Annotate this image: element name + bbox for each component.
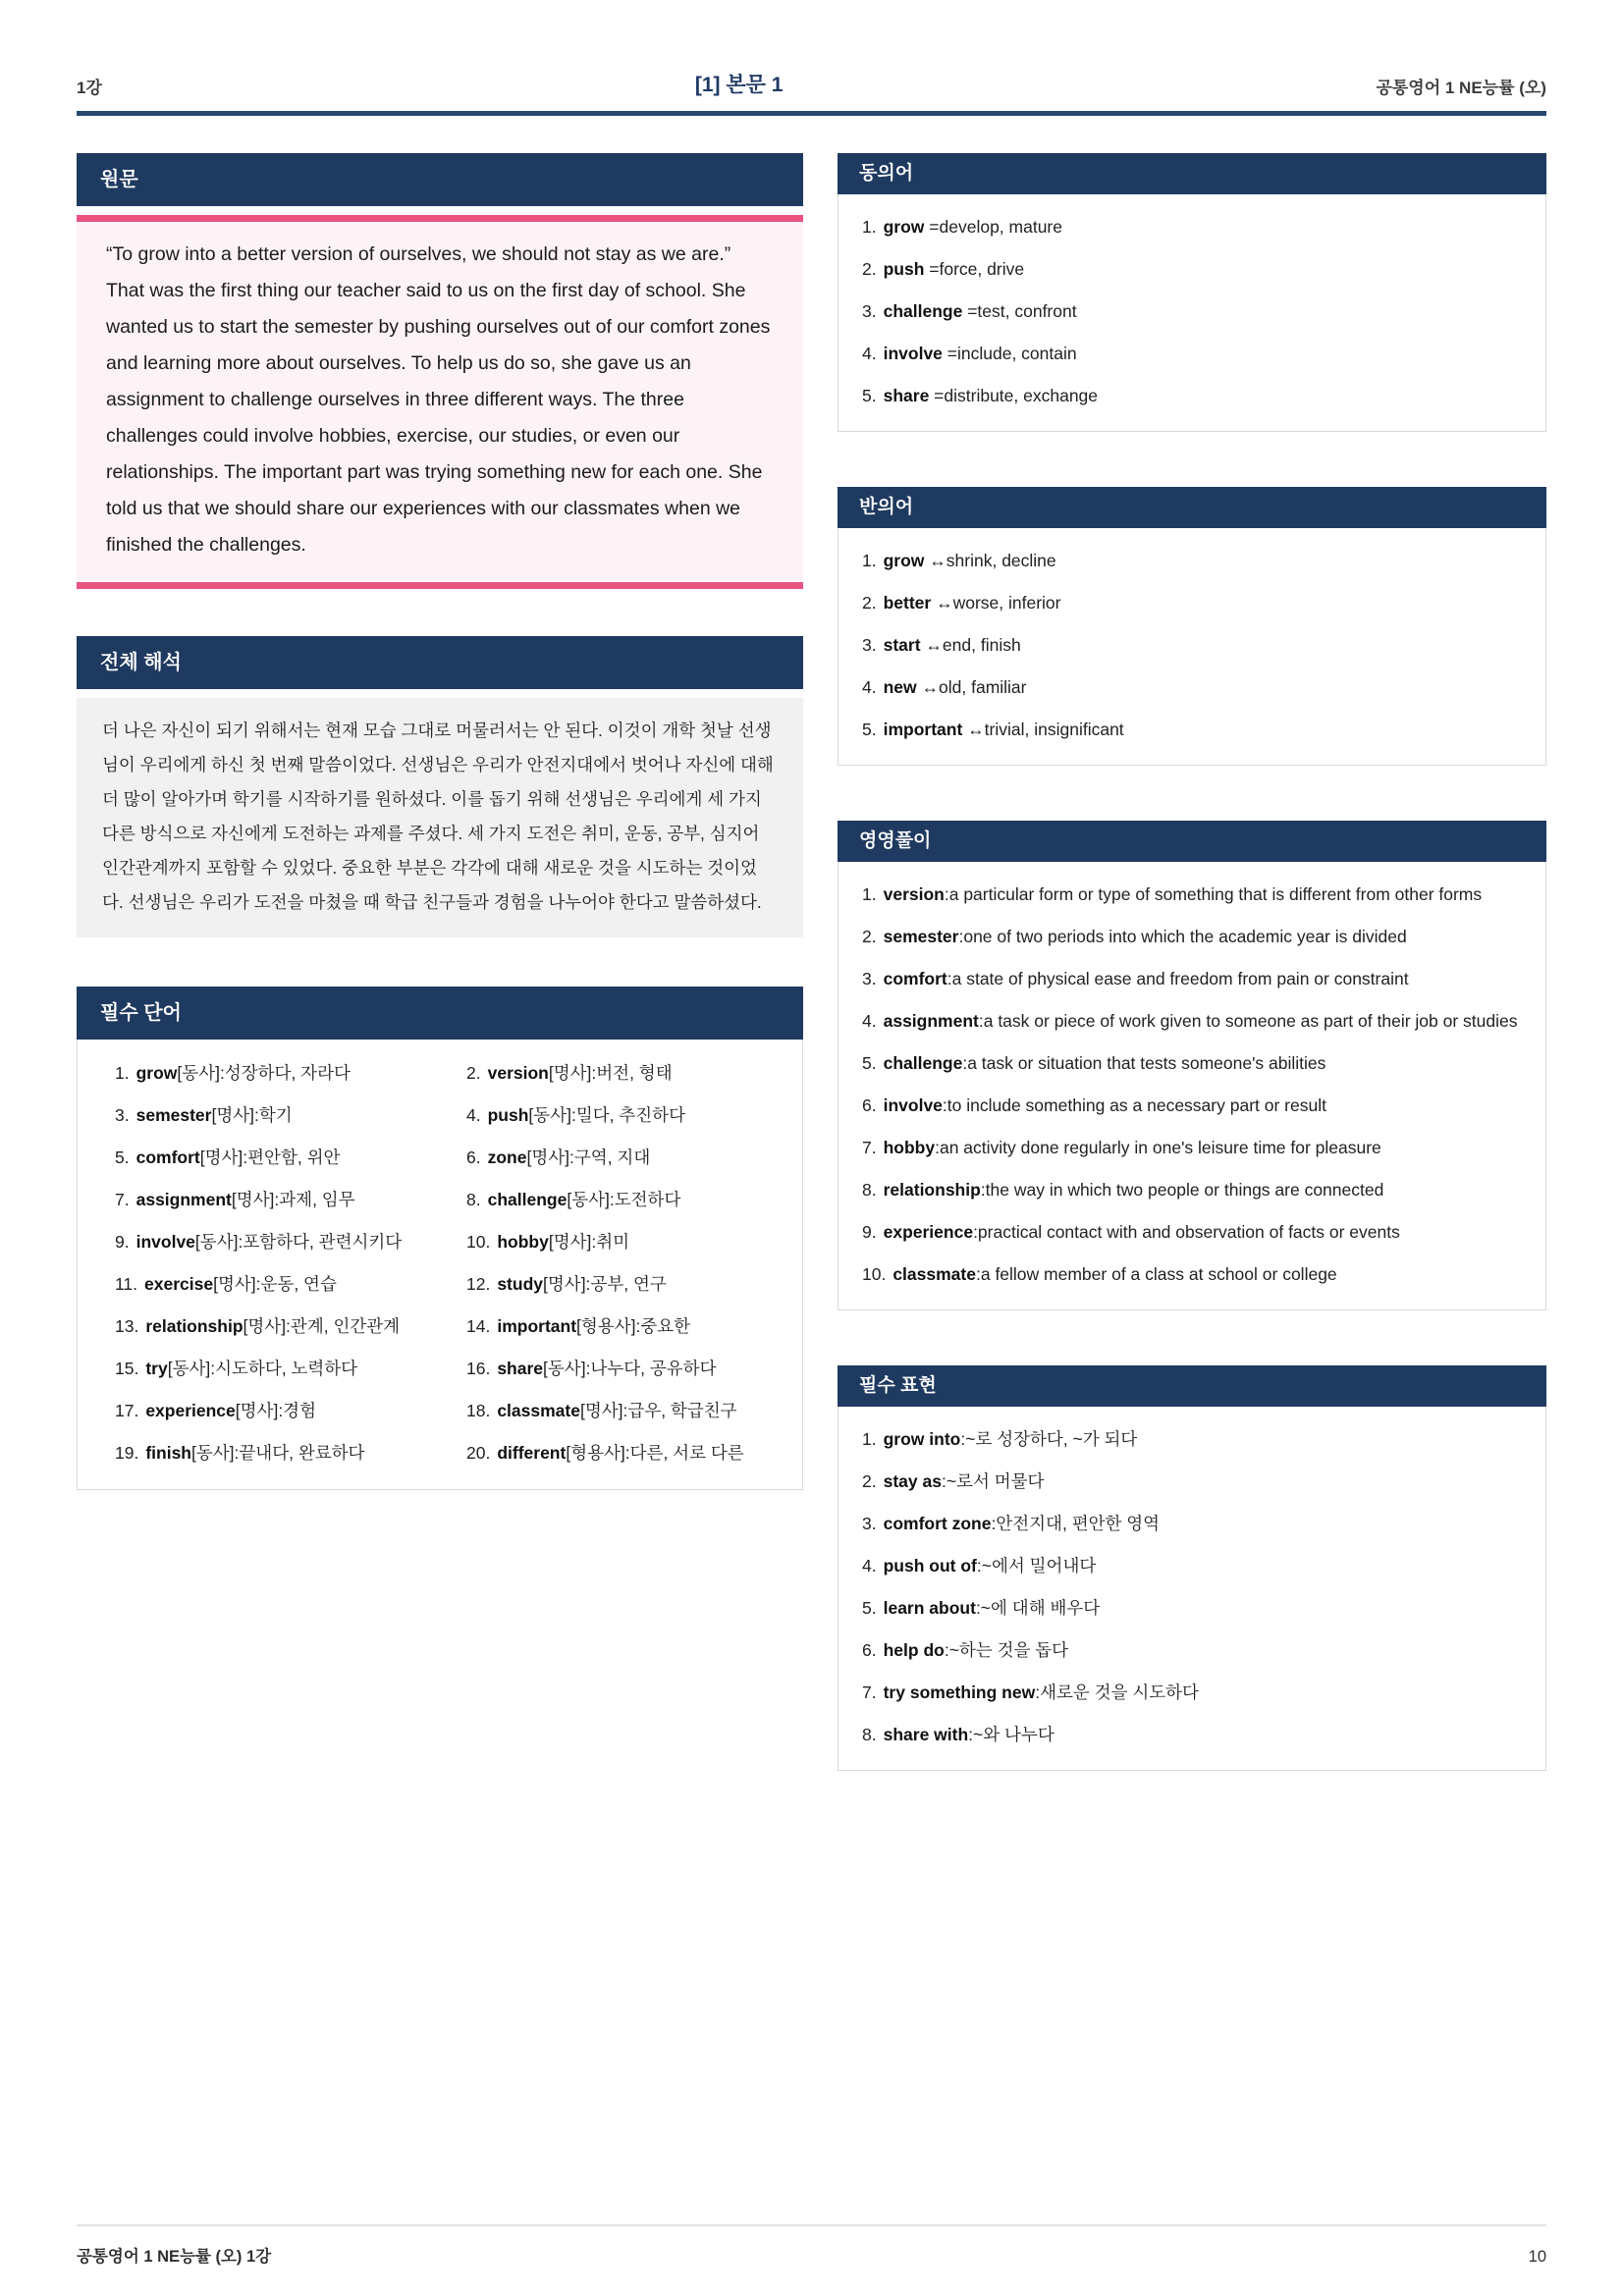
antonym-item (862, 540, 1522, 582)
translation-text: 더 나은 자신이 되기 위해서는 현재 모습 그대로 머물러서는 안 된다. 이것이 개학 첫날 선생님이 우리에게 하신 첫 번째 말씀이었다. 선생님은 우리가 안전지대에서 벗어나 자신에 대해 더 많이 알아가며 학기를 시작하기를 원하셨다. 이를 돕기 위해 선생님은 우리에게 세 가지 다른 방식으로 자신에게 도전하는 과제를 주셨다. 세 가지 도전은 취미, 운동, 공부, 심지어 인간관계까지 포함할 수 있었다. 중요한 부분은 각각에 대해 새로운 것을 시도하는 것이었다. 선생님은 우리가 도전을 마쳤을 때 학급 친구들과 경험을 나누어야 한다고 말씀하셨다. (102, 721, 774, 912)
synonym-word: grow (883, 217, 925, 237)
antonym-values: ↔worse, inferior (931, 593, 1061, 613)
expression-meaning: :~와 나누다 (968, 1725, 1055, 1744)
vocab-item (466, 1263, 788, 1306)
synonym-values: =develop, mature (924, 217, 1062, 237)
section-header-antonyms: 반의어 (838, 487, 1546, 528)
item-number: 7. (862, 1138, 877, 1157)
antonym-values: ↔trivial, insignificant (962, 720, 1124, 739)
vocab-meaning: [동사]:시도하다, 노력하다 (167, 1359, 358, 1378)
definition-word: relationship (883, 1180, 981, 1200)
section-header-synonyms: 동의어 (838, 153, 1546, 194)
vocab-word: semester (135, 1105, 212, 1125)
definition-word: challenge (883, 1053, 963, 1073)
item-number: 8. (862, 1180, 877, 1200)
expression-phrase: help do (883, 1640, 945, 1660)
definition-item (862, 1127, 1522, 1169)
definition-item (862, 916, 1522, 958)
definition-text: :a particular form or type of something that is different from other forms (944, 884, 1483, 904)
expression-phrase: try something new (883, 1682, 1036, 1702)
definition-item (862, 1085, 1522, 1127)
vocab-word: classmate (497, 1401, 580, 1420)
definition-word: comfort (883, 969, 947, 988)
item-number: 5. (862, 1053, 877, 1073)
expression-meaning: :안전지대, 편안한 영역 (991, 1514, 1161, 1533)
vocab-item (115, 1137, 466, 1179)
vocab-meaning: [명사]:경험 (235, 1401, 316, 1420)
expression-item (862, 1503, 1522, 1545)
definitions-box (838, 821, 1546, 1310)
synonym-item (862, 291, 1522, 333)
right-column (838, 153, 1546, 1826)
item-number: 16. (466, 1359, 491, 1378)
antonym-values: ↔end, finish (920, 635, 1021, 655)
antonym-item (862, 667, 1522, 709)
antonym-word: better (883, 593, 932, 613)
vocab-meaning: [명사]:운동, 연습 (213, 1274, 337, 1294)
vocab-word: try (145, 1359, 168, 1378)
vocab-word: experience (145, 1401, 236, 1420)
antonym-item (862, 709, 1522, 751)
vocab-word: study (497, 1274, 544, 1294)
page-header (77, 69, 1546, 98)
expression-item (862, 1545, 1522, 1587)
item-number: 10. (466, 1232, 491, 1252)
item-number: 4. (862, 1556, 877, 1575)
vocab-meaning: [명사]:관계, 인간관계 (243, 1316, 401, 1336)
item-number: 20. (466, 1443, 491, 1463)
item-number: 11. (115, 1274, 138, 1294)
item-number: 2. (862, 1471, 877, 1491)
definition-text: :to include something as a necessary part or result (942, 1095, 1326, 1115)
vocab-item (466, 1306, 788, 1348)
expression-phrase: stay as (883, 1471, 942, 1491)
item-number: 1. (862, 1429, 877, 1449)
vocab-meaning: [동사]:성장하다, 자라다 (177, 1063, 351, 1083)
antonyms-list (839, 528, 1545, 765)
expression-phrase: comfort zone (883, 1514, 992, 1533)
vocab-item (466, 1348, 788, 1390)
item-number: 4. (862, 677, 877, 697)
expression-meaning: :~로서 머물다 (941, 1471, 1045, 1491)
item-number: 14. (466, 1316, 491, 1336)
vocab-item (466, 1179, 788, 1221)
expression-item (862, 1629, 1522, 1672)
passage-box (77, 215, 803, 589)
vocab-meaning: [명사]:학기 (211, 1105, 293, 1125)
vocab-meaning: [형용사]:중요한 (576, 1316, 691, 1336)
item-number: 2. (466, 1063, 481, 1083)
definition-text: :a task or situation that tests someone's abilities (962, 1053, 1326, 1073)
synonym-item (862, 333, 1522, 375)
vocab-meaning: [동사]:나누다, 공유하다 (543, 1359, 717, 1378)
vocab-word: involve (135, 1232, 195, 1252)
vocab-item (115, 1306, 466, 1348)
item-number: 17. (115, 1401, 139, 1420)
antonym-values: ↔shrink, decline (924, 551, 1056, 570)
content-columns (77, 153, 1546, 1826)
item-number: 6. (862, 1640, 877, 1660)
definition-word: version (883, 884, 945, 904)
page-title: [1] 본문 1 (694, 74, 784, 96)
expressions-box (838, 1365, 1546, 1771)
vocab-word: assignment (135, 1190, 232, 1209)
section-header-expressions: 필수 표현 (838, 1365, 1546, 1407)
definition-text: :an activity done regularly in one's leisure time for pleasure (935, 1138, 1381, 1157)
expression-phrase: grow into (883, 1429, 961, 1449)
expression-meaning: :~로 성장하다, ~가 되다 (960, 1429, 1138, 1449)
item-number: 5. (862, 720, 877, 739)
vocab-word: hobby (497, 1232, 549, 1252)
synonym-word: involve (883, 344, 943, 363)
vocab-meaning: [동사]:끝내다, 완료하다 (191, 1443, 365, 1463)
definition-word: hobby (883, 1138, 936, 1157)
item-number: 8. (466, 1190, 481, 1209)
definition-word: classmate (893, 1264, 976, 1284)
vocab-item (466, 1137, 788, 1179)
item-number: 3. (862, 969, 877, 988)
expression-phrase: share with (883, 1725, 969, 1744)
definition-text: :a fellow member of a class at school or college (975, 1264, 1337, 1284)
expression-item (862, 1672, 1522, 1714)
vocab-word: relationship (145, 1316, 243, 1336)
vocab-item (466, 1390, 788, 1432)
vocab-item (115, 1390, 466, 1432)
translation-box (77, 698, 803, 937)
item-number: 2. (862, 927, 877, 946)
expression-meaning: :새로운 것을 시도하다 (1035, 1682, 1199, 1702)
definition-item (862, 1169, 1522, 1211)
expressions-list (839, 1407, 1545, 1770)
vocab-item (115, 1095, 466, 1137)
expression-item (862, 1461, 1522, 1503)
antonym-word: grow (883, 551, 925, 570)
item-number: 13. (115, 1316, 139, 1336)
synonyms-box (838, 153, 1546, 432)
passage-text: “To grow into a better version of ourselves, we should not stay as we are.” That was the first thing our teacher said to us on the first day of school. She wanted us to start the semester by pushing ourselves out of our comfort zones and learning more about ourselves. To help us do so, she gave us an assignment to challenge ourselves in three different ways. The three challenges could involve hobbies, exercise, our studies, or even our relationships. The important part was trying something new for each one. She told us that we should share our experiences with our classmates when we finished the challenges. (106, 243, 771, 556)
item-number: 2. (862, 259, 877, 279)
antonyms-box (838, 487, 1546, 766)
header-divider (77, 111, 1546, 116)
definition-item (862, 1254, 1522, 1296)
expression-phrase: learn about (883, 1598, 976, 1618)
vocab-item (466, 1095, 788, 1137)
item-number: 8. (862, 1725, 877, 1744)
item-number: 3. (862, 635, 877, 655)
definition-item (862, 1000, 1522, 1042)
antonym-item (862, 624, 1522, 667)
vocab-meaning: [형용사]:다른, 서로 다른 (566, 1443, 744, 1463)
vocab-word: comfort (135, 1148, 200, 1167)
definitions-list (839, 862, 1545, 1309)
vocab-meaning: [동사]:포함하다, 관련시키다 (194, 1232, 403, 1252)
antonym-word: start (883, 635, 921, 655)
synonym-values: =force, drive (924, 259, 1025, 279)
vocab-item (115, 1179, 466, 1221)
vocab-meaning: [명사]:취미 (548, 1232, 630, 1252)
synonyms-list (839, 194, 1545, 431)
item-number: 3. (115, 1105, 130, 1125)
vocab-word: important (497, 1316, 577, 1336)
definition-item (862, 1042, 1522, 1085)
synonym-word: share (883, 386, 930, 405)
definition-item (862, 1211, 1522, 1254)
footer-book-title: 공통영어 1 NE능률 (오) 1강 (77, 2248, 272, 2266)
definition-text: :one of two periods into which the academic year is divided (958, 927, 1407, 946)
expression-item (862, 1587, 1522, 1629)
item-number: 18. (466, 1401, 491, 1420)
item-number: 3. (862, 301, 877, 321)
vocab-meaning: [동사]:밀다, 추진하다 (528, 1105, 685, 1125)
antonym-item (862, 582, 1522, 624)
section-header-translation: 전체 해석 (77, 636, 803, 689)
left-column (77, 153, 803, 1490)
vocab-item (115, 1263, 466, 1306)
item-number: 2. (862, 593, 877, 613)
item-number: 5. (862, 1598, 877, 1618)
vocab-meaning: [동사]:도전하다 (567, 1190, 681, 1209)
expression-meaning: :~에서 밀어내다 (976, 1556, 1097, 1575)
definition-item (862, 874, 1522, 916)
definition-text: :a state of physical ease and freedom from pain or constraint (947, 969, 1409, 988)
definition-text: :practical contact with and observation of facts or events (973, 1222, 1400, 1242)
expression-phrase: push out of (883, 1556, 977, 1575)
header-lesson-number: 1강 (77, 79, 102, 97)
vocab-meaning: [명사]:편안함, 위안 (199, 1148, 341, 1167)
synonym-values: =include, contain (942, 344, 1077, 363)
synonym-word: push (883, 259, 925, 279)
vocab-item (466, 1221, 788, 1263)
vocab-meaning: [명사]:버전, 형태 (548, 1063, 673, 1083)
item-number: 7. (862, 1682, 877, 1702)
item-number: 1. (115, 1063, 130, 1083)
item-number: 3. (862, 1514, 877, 1533)
vocab-word: grow (135, 1063, 178, 1083)
vocab-word: finish (145, 1443, 191, 1463)
vocab-word: different (497, 1443, 567, 1463)
item-number: 12. (466, 1274, 491, 1294)
vocab-item (115, 1348, 466, 1390)
antonym-word: new (883, 677, 917, 697)
vocab-word: push (487, 1105, 529, 1125)
vocab-meaning: [명사]:구역, 지대 (526, 1148, 651, 1167)
synonym-item (862, 248, 1522, 291)
vocab-word: version (487, 1063, 549, 1083)
definition-item (862, 958, 1522, 1000)
item-number: 4. (862, 1011, 877, 1031)
definition-word: semester (883, 927, 959, 946)
item-number: 6. (466, 1148, 481, 1167)
header-book-title: 공통영어 1 NE능률 (오) (1376, 79, 1546, 97)
item-number: 15. (115, 1359, 139, 1378)
item-number: 1. (862, 217, 877, 237)
vocab-item (115, 1221, 466, 1263)
section-header-definitions: 영영풀이 (838, 821, 1546, 862)
expression-item (862, 1714, 1522, 1756)
expression-item (862, 1418, 1522, 1461)
expression-meaning: :~에 대해 배우다 (975, 1598, 1101, 1618)
synonym-values: =test, confront (962, 301, 1077, 321)
item-number: 5. (862, 386, 877, 405)
item-number: 6. (862, 1095, 877, 1115)
vocab-meaning: [명사]:공부, 연구 (543, 1274, 667, 1294)
item-number: 4. (466, 1105, 481, 1125)
expression-meaning: :~하는 것을 돕다 (944, 1640, 1069, 1660)
antonym-values: ↔old, familiar (916, 677, 1027, 697)
item-number: 4. (862, 344, 877, 363)
vocab-item (466, 1432, 788, 1474)
synonym-word: challenge (883, 301, 963, 321)
item-number: 1. (862, 551, 877, 570)
definition-text: :the way in which two people or things are connected (980, 1180, 1384, 1200)
definition-word: involve (883, 1095, 943, 1115)
vocab-meaning: [명사]:과제, 임무 (231, 1190, 355, 1209)
item-number: 9. (115, 1232, 130, 1252)
footer-page-number: 10 (1528, 2248, 1546, 2266)
definition-word: assignment (883, 1011, 979, 1031)
synonym-item (862, 375, 1522, 417)
item-number: 10. (862, 1264, 887, 1284)
item-number: 9. (862, 1222, 877, 1242)
section-header-passage: 원문 (77, 153, 803, 206)
synonym-values: =distribute, exchange (929, 386, 1099, 405)
vocab-item (115, 1052, 466, 1095)
item-number: 19. (115, 1443, 139, 1463)
definition-text: :a task or piece of work given to someone as part of their job or studies (978, 1011, 1518, 1031)
page-footer (77, 2224, 1546, 2267)
vocab-word: share (497, 1359, 544, 1378)
item-number: 5. (115, 1148, 130, 1167)
synonym-item (862, 206, 1522, 248)
vocab-meaning: [명사]:급우, 학급친구 (579, 1401, 737, 1420)
item-number: 1. (862, 884, 877, 904)
vocab-word: exercise (144, 1274, 214, 1294)
vocab-item (466, 1052, 788, 1095)
vocab-word: challenge (487, 1190, 568, 1209)
vocab-list (77, 1040, 803, 1490)
vocab-item (115, 1432, 466, 1474)
definition-word: experience (883, 1222, 974, 1242)
section-header-vocab: 필수 단어 (77, 987, 803, 1040)
item-number: 7. (115, 1190, 130, 1209)
vocab-word: zone (487, 1148, 527, 1167)
antonym-word: important (883, 720, 963, 739)
